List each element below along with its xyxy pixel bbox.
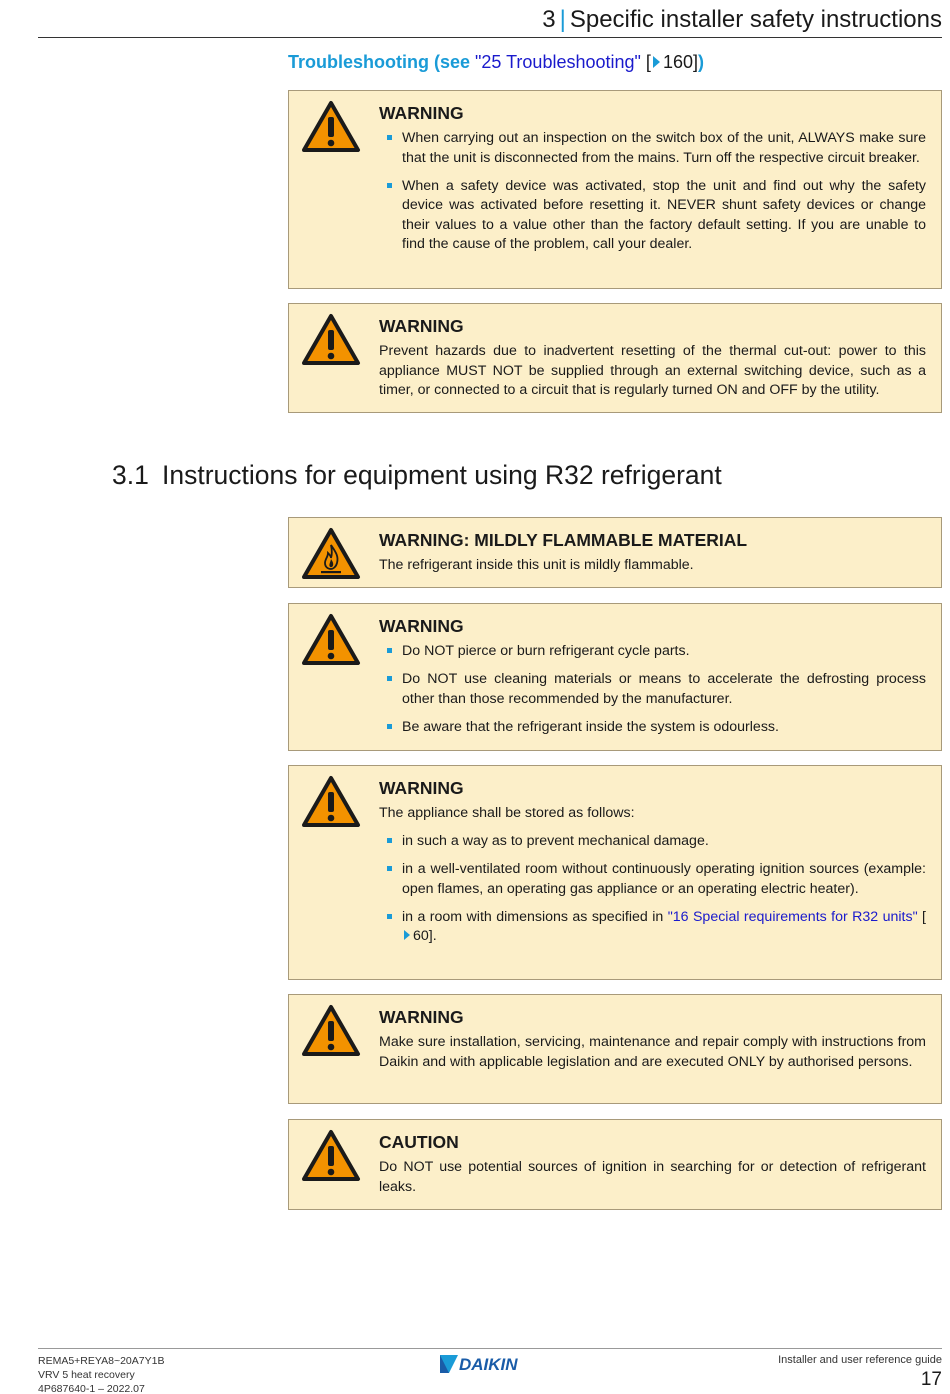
- chapter-number: 3: [542, 6, 556, 33]
- warning-triangle-icon: [301, 775, 361, 829]
- daikin-logo: [438, 1353, 542, 1375]
- list-item: in a room with dimensions as specified in "16 Special requirements for R32 units" [60].: [379, 908, 926, 947]
- box-text: Do NOT use potential sources of ignition in searching for or detection of refrigerant leaks.: [379, 1159, 926, 1195]
- list-item: Be aware that the refrigerant inside the system is odourless.: [379, 718, 926, 738]
- list-item: in a well-ventilated room without continuously operating ignition sources (example: open flames, an operating gas appliance or an operating electric heater).: [379, 860, 926, 899]
- warning-box-storage: [288, 765, 942, 980]
- document-info: [38, 1354, 164, 1394]
- section-number: 3.1: [112, 460, 149, 490]
- list-item: Do NOT use cleaning materials or means to accelerate the defrosting process other than those recommended by the manufacturer.: [379, 670, 926, 709]
- warning-box-refrigerant: [288, 603, 942, 751]
- warning-box-switch-box: [288, 90, 942, 289]
- product-name: VRV 5 heat recovery: [38, 1369, 135, 1381]
- box-title: WARNING: MILDLY FLAMMABLE MATERIAL: [379, 530, 748, 550]
- list-item: When carrying out an inspection on the switch box of the unit, ALWAYS make sure that the unit is disconnected from the mains. Turn off the respective circuit breaker.: [379, 129, 926, 168]
- list-item: Do NOT pierce or burn refrigerant cycle parts.: [379, 642, 926, 662]
- list-item-suffix: .: [432, 928, 437, 944]
- section-heading: [112, 460, 722, 491]
- box-text: Make sure installation, servicing, maintenance and repair comply with instructions from Daikin and with applicable legislation and are executed ONLY by authorised persons.: [379, 1034, 926, 1070]
- warning-triangle-icon: [301, 1004, 361, 1058]
- box-title: WARNING: [379, 1007, 464, 1027]
- subhead-prefix: Troubleshooting (see: [288, 52, 476, 72]
- warning-box-thermal-cutout: [288, 303, 942, 413]
- list-item-prefix: in a room with dimensions as specified in: [402, 908, 668, 925]
- model-code: REMA5+REYA8~20A7Y1B: [38, 1355, 165, 1367]
- troubleshooting-subhead: [288, 52, 704, 73]
- logo-text: DAIKIN: [459, 1355, 518, 1374]
- page-arrow-icon: [404, 930, 410, 940]
- page-ref-number[interactable]: 60: [413, 928, 429, 944]
- warning-triangle-icon: [301, 613, 361, 667]
- page-footer: [38, 1348, 942, 1394]
- subhead-suffix: ): [698, 52, 704, 72]
- caution-box-ignition: [288, 1119, 942, 1210]
- section-title: Instructions for equipment using R32 refrigerant: [162, 460, 722, 490]
- flammable-warning-icon: [301, 527, 361, 581]
- chapter-title: Specific installer safety instructions: [569, 6, 942, 33]
- chapter-heading: [542, 6, 942, 34]
- list-item: When a safety device was activated, stop the unit and find out why the safety device was activated before resetting it. NEVER shunt safety devices or change their values to a value other than the factory default setting. If you are unable to find the cause of the problem, call your dealer.: [379, 177, 926, 255]
- page-header: [38, 0, 942, 38]
- box-title: WARNING: [379, 103, 464, 123]
- guide-title: Installer and user reference guide: [778, 1354, 942, 1366]
- warning-box-flammable: [288, 517, 942, 588]
- bullet-list: [379, 129, 926, 255]
- document-code: 4P687640-1 – 2022.07: [38, 1383, 145, 1394]
- box-title: CAUTION: [379, 1132, 459, 1152]
- warning-triangle-icon: [301, 313, 361, 367]
- page-ref-number: 160: [662, 52, 693, 72]
- header-separator: |: [559, 6, 566, 33]
- box-intro: The appliance shall be stored as follows:: [379, 805, 635, 821]
- bullet-list: [379, 642, 926, 737]
- box-title: WARNING: [379, 316, 464, 336]
- warning-triangle-icon: [301, 1129, 361, 1183]
- page-arrow-icon: [653, 56, 660, 68]
- box-text: The refrigerant inside this unit is mildly flammable.: [379, 557, 694, 573]
- page-reference[interactable]: [ 160]: [640, 52, 698, 72]
- list-item: in such a way as to prevent mechanical damage.: [379, 832, 926, 852]
- box-text: Prevent hazards due to inadvertent resetting of the thermal cut-out: power to this appliance MUST NOT be supplied through an external switching device, such as a timer, or connected to a circuit that is regularly turned ON and OFF by the utility.: [379, 343, 926, 398]
- troubleshooting-link[interactable]: "25 Troubleshooting": [475, 52, 641, 72]
- warning-triangle-icon: [301, 100, 361, 154]
- bullet-list: [379, 832, 926, 947]
- box-title: WARNING: [379, 778, 464, 798]
- special-requirements-link[interactable]: "16 Special requirements for R32 units": [667, 908, 918, 925]
- page-number: 17: [920, 1369, 942, 1390]
- box-title: WARNING: [379, 616, 464, 636]
- warning-box-servicing: [288, 994, 942, 1104]
